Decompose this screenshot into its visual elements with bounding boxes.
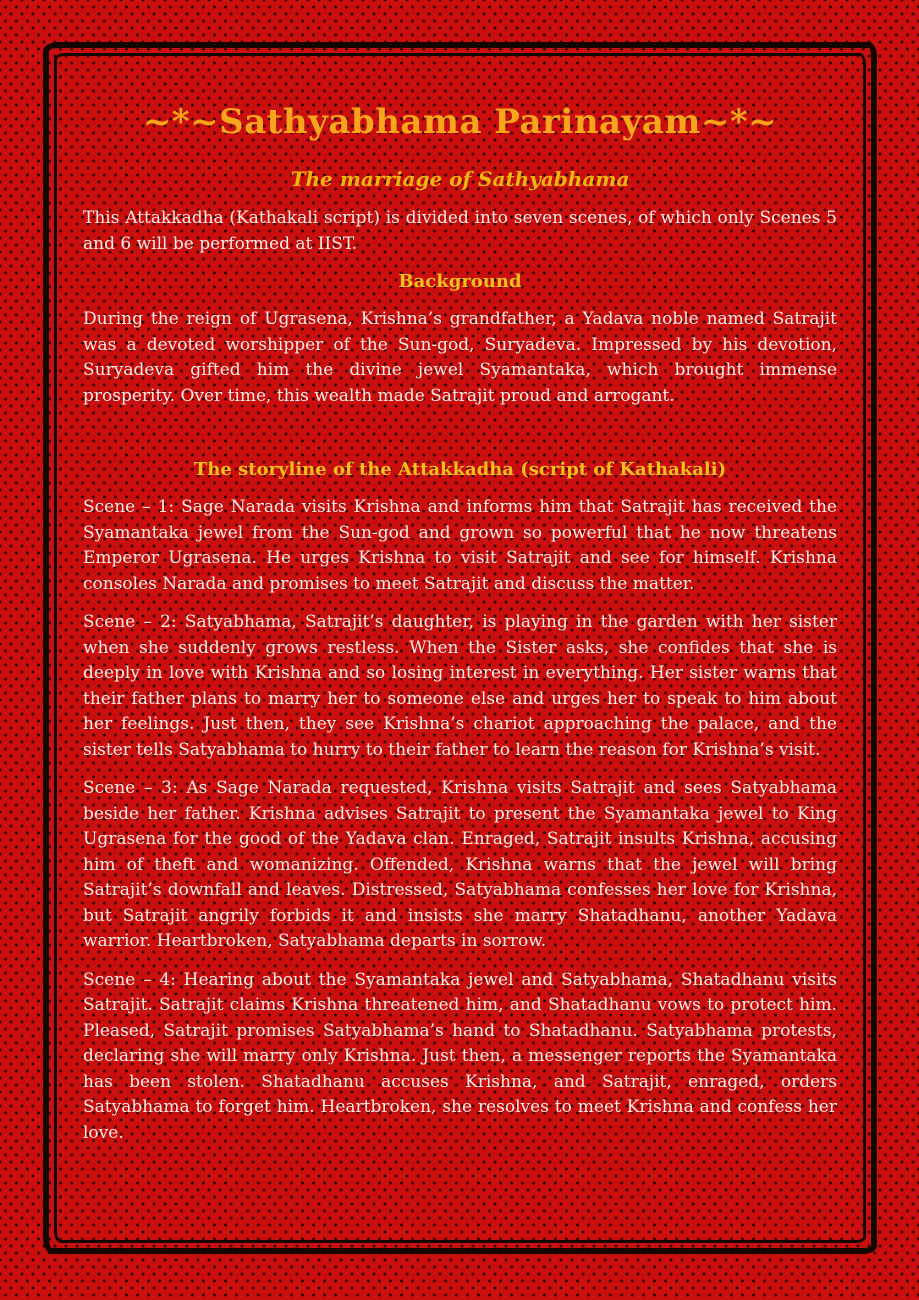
document-content [57, 56, 863, 1240]
decorative-outer-frame [43, 42, 877, 1254]
scene-2-paragraph: Scene – 2: Satyabhama, Satrajit’s daughter, is playing in the garden with her sister when she suddenly grows restless. When the Sister asks, she confides that she is deeply in love with Krishna and so losing interest in everything. Her sister warns that their father plans to marry her to someone else and urges her to speak to him about her feelings. Just then, they see Krishna’s chariot approaching the palace, and the sister tells Satyabhama to hurry to their father to learn the reason for Krishna’s visit. [83, 612, 837, 760]
decorative-inner-frame [54, 53, 866, 1243]
storyline-heading: The storyline of the Attakkadha (script of Kathakali) [193, 459, 727, 480]
page-title: ~*~Sathyabhama Parinayam~*~ [142, 102, 778, 142]
page-subtitle: The marriage of Sathyabhama [290, 167, 630, 191]
scene-1-paragraph: Scene – 1: Sage Narada visits Krishna and informs him that Satrajit has received the Syamantaka jewel from the Sun-god and grown so powerful that he now threatens Emperor Ugrasena. He urges Krishna to visit Satrajit and see for himself. Krishna consoles Narada and promises to meet Satrajit and discuss the matter. [83, 497, 837, 594]
background-heading: Background [398, 271, 522, 292]
scene-4-paragraph: Scene – 4: Hearing about the Syamantaka jewel and Satyabhama, Shatadhanu visits Satrajit. Satrajit claims Krishna threatened him, and Shatadhanu vows to protect him. Pleased, Satrajit promises Satyabhama’s hand to Shatadhanu. Satyabhama protests, declaring she will marry only Krishna. Just then, a messenger reports the Syamantaka has been stolen. Shatadhanu accuses Krishna, and Satrajit, enraged, orders Satyabhama to forget him. Heartbroken, she resolves to meet Krishna and confess her love. [83, 969, 837, 1143]
intro-paragraph: This Attakkadha (Kathakali script) is divided into seven scenes, of which only Scenes 5 and 6 will be performed at IIST. [83, 208, 837, 254]
background-paragraph: During the reign of Ugrasena, Krishna’s grandfather, a Yadava noble named Satrajit was a devoted worshipper of the Sun-god, Suryadeva. Impressed by his devotion, Suryadeva gifted him the divine jewel Syamantaka, which brought immense prosperity. Over time, this wealth made Satrajit proud and arrogant. [83, 309, 837, 406]
scene-3-paragraph: Scene – 3: As Sage Narada requested, Krishna visits Satrajit and sees Satyabhama beside her father. Krishna advises Satrajit to present the Syamantaka jewel to King Ugrasena for the good of the Yadava clan. Enraged, Satrajit insults Krishna, accusing him of theft and womanizing. Offended, Krishna warns that the jewel will bring Satrajit’s downfall and leaves. Distressed, Satyabhama confesses her love for Krishna, but Satrajit angrily forbids it and insists she marry Shatadhanu, another Yadava warrior. Heartbroken, Satyabhama departs in sorrow. [83, 778, 837, 951]
